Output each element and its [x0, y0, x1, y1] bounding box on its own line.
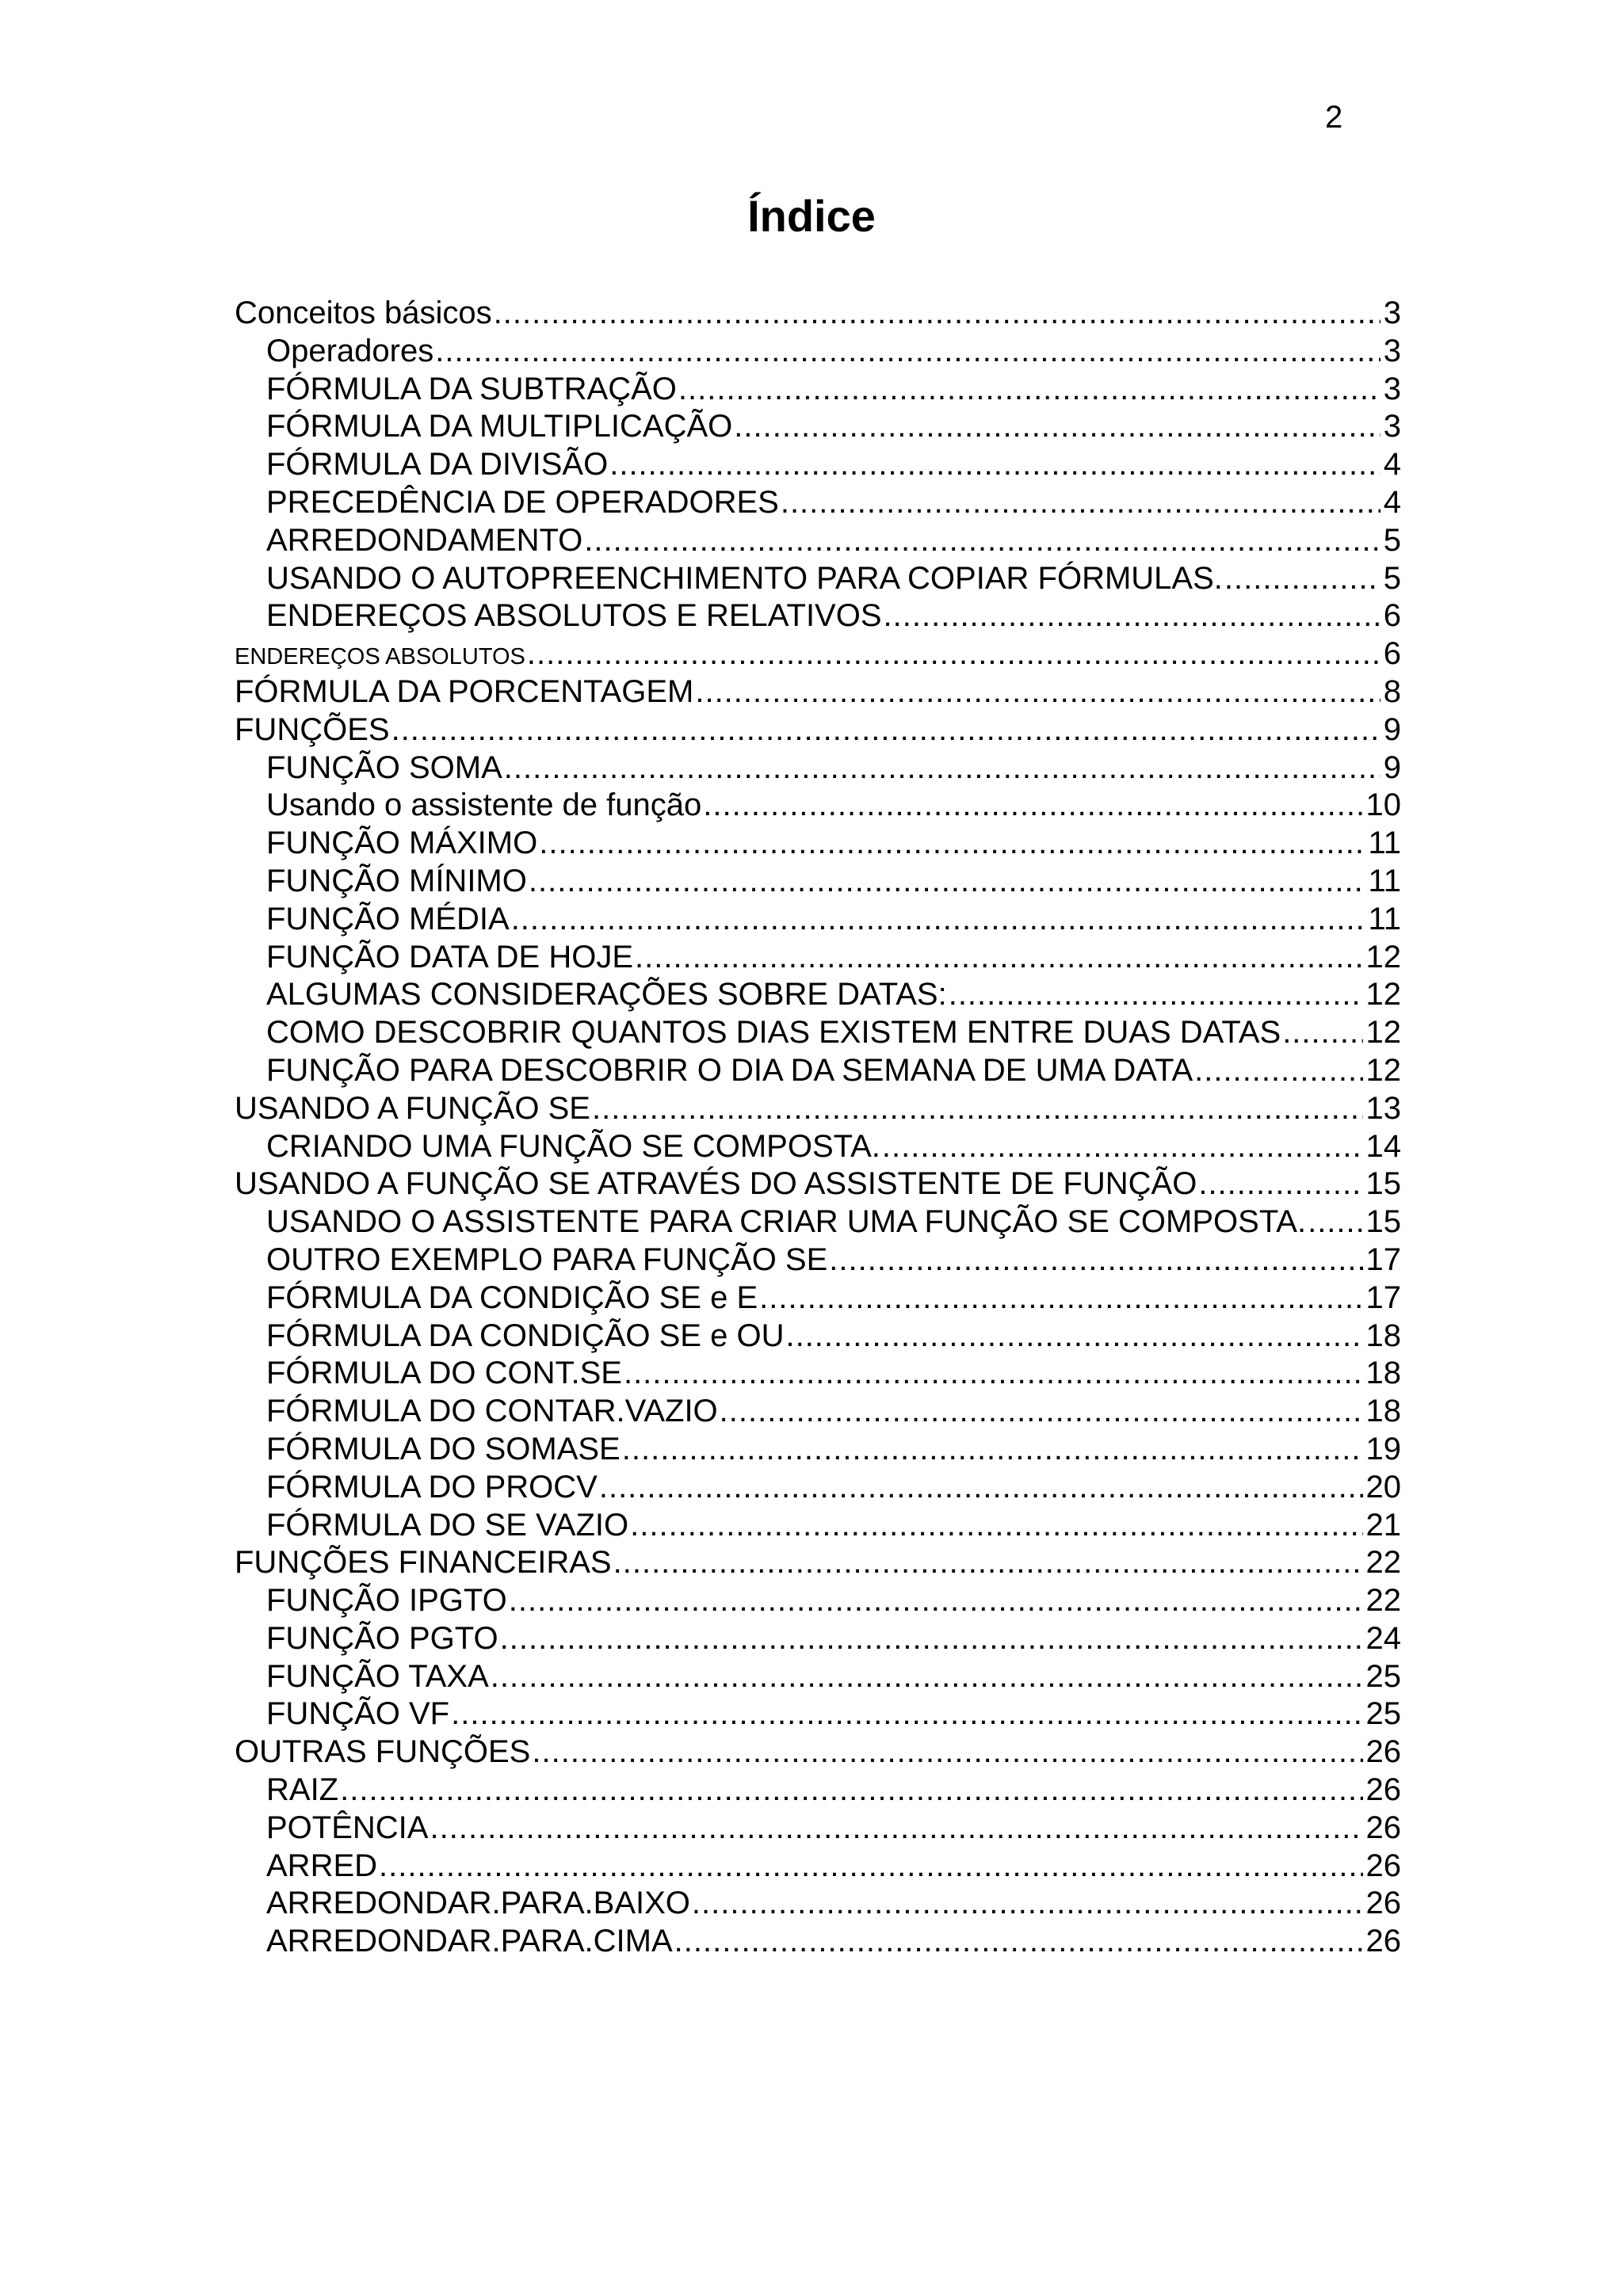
toc-entry-title: Usando o assistente de função [266, 788, 702, 823]
toc-entry-title: ARRED [266, 1848, 378, 1883]
toc-dot-leader [609, 446, 1381, 484]
toc-dot-leader [592, 1090, 1363, 1128]
toc-entry[interactable] [235, 1090, 1401, 1128]
toc-entry-title: FUNÇÕES [235, 711, 390, 747]
toc-entry[interactable] [235, 1431, 1401, 1469]
toc-entry-title: ENDEREÇOS ABSOLUTOS [235, 644, 525, 670]
toc-entry-title: FUNÇÃO TAXA [266, 1658, 489, 1694]
toc-entry-title: ARREDONDAMENTO [266, 522, 583, 558]
toc-entry[interactable] [235, 597, 1401, 635]
toc-entry-page: 12 [1365, 1052, 1401, 1088]
toc-entry-page: 22 [1365, 1583, 1401, 1619]
toc-entry-title: FUNÇÃO MÍNIMO [266, 863, 527, 898]
toc-entry[interactable] [235, 825, 1401, 863]
toc-entry-page: 26 [1365, 1886, 1401, 1921]
toc-dot-leader [613, 1544, 1363, 1582]
toc-entry[interactable] [235, 408, 1401, 446]
toc-entry-title: COMO DESCOBRIR QUANTOS DIAS EXISTEM ENTRE DUAS DATAS [266, 1015, 1281, 1051]
toc-entry-title: FÓRMULA DA CONDIÇÃO SE e E [266, 1280, 758, 1315]
toc-dot-leader [882, 1128, 1363, 1166]
toc-dot-leader [720, 1393, 1363, 1431]
toc-entry-page: 18 [1365, 1318, 1401, 1353]
toc-entry-title: FÓRMULA DO CONTAR.VAZIO [266, 1394, 718, 1429]
toc-entry-title: FÓRMULA DO CONT.SE [266, 1356, 622, 1391]
toc-dot-leader [584, 522, 1380, 560]
toc-entry-title: POTÊNCIA [266, 1810, 429, 1845]
toc-dot-leader [509, 1582, 1363, 1620]
toc-entry-title: FUNÇÃO IPGTO [266, 1583, 507, 1619]
toc-dot-leader [527, 635, 1381, 673]
toc-entry-page: 3 [1383, 371, 1401, 406]
toc-entry-title: FÓRMULA DO SOMASE [266, 1431, 621, 1466]
toc-entry[interactable] [235, 1128, 1401, 1166]
toc-dot-leader [678, 371, 1381, 409]
toc-entry-page: 18 [1365, 1394, 1401, 1429]
toc-entry-page: 15 [1365, 1166, 1401, 1202]
toc-entry-page: 6 [1383, 598, 1401, 634]
toc-entry-title: OUTRAS FUNÇÕES [235, 1734, 531, 1770]
toc-entry[interactable] [235, 1582, 1401, 1620]
page-number: 2 [1325, 100, 1343, 135]
toc-entry-page: 22 [1365, 1545, 1401, 1581]
toc-entry-title: USANDO O ASSISTENTE PARA CRIAR UMA FUNÇÃO SE COMPOSTA. [266, 1204, 1307, 1240]
toc-dot-leader [884, 597, 1381, 635]
toc-dot-leader [451, 1695, 1362, 1733]
toc-entry[interactable] [235, 1695, 1401, 1733]
toc-entry[interactable] [235, 560, 1401, 598]
toc-dot-leader [494, 295, 1381, 333]
toc-dot-leader [532, 1733, 1362, 1772]
toc-dot-leader [539, 825, 1365, 863]
toc-entry-page: 18 [1365, 1356, 1401, 1391]
toc-entry[interactable] [235, 1241, 1401, 1280]
toc-dot-leader [504, 749, 1381, 788]
toc-entry-page: 11 [1368, 901, 1401, 936]
toc-entry-title: FUNÇÕES FINANCEIRAS [235, 1545, 612, 1581]
toc-dot-leader [624, 1355, 1363, 1393]
toc-entry-page: 12 [1365, 939, 1401, 974]
toc-entry-title: FÓRMULA DO PROCV [266, 1469, 598, 1505]
toc-entry-page: 21 [1365, 1507, 1401, 1543]
toc-dot-leader [500, 1620, 1363, 1658]
toc-entry-title: PRECEDÊNCIA DE OPERADORES [266, 484, 779, 520]
toc-dot-leader [759, 1280, 1362, 1318]
toc-entry-page: 25 [1365, 1658, 1401, 1694]
toc-entry-page: 5 [1383, 560, 1401, 596]
toc-entry-page: 17 [1365, 1241, 1401, 1277]
toc-dot-leader [1224, 560, 1381, 598]
toc-dot-leader [785, 1318, 1362, 1356]
toc-entry-title: FUNÇÃO MÁXIMO [266, 826, 538, 861]
toc-entry-page: 26 [1365, 1772, 1401, 1808]
toc-entry-page: 11 [1368, 826, 1401, 861]
toc-dot-leader [949, 976, 1363, 1014]
toc-entry-page: 25 [1365, 1696, 1401, 1732]
toc-entry-title: FÓRMULA DA MULTIPLICAÇÃO [266, 409, 733, 444]
toc-entry[interactable] [235, 1658, 1401, 1696]
toc-dot-leader [1282, 1014, 1362, 1052]
toc-entry-page: 26 [1365, 1924, 1401, 1959]
toc-entry-title: FUNÇÃO PGTO [266, 1620, 498, 1656]
toc-entry[interactable] [235, 1620, 1401, 1658]
toc-dot-leader [695, 673, 1380, 711]
toc-entry[interactable] [235, 446, 1401, 484]
toc-dot-leader [511, 901, 1365, 939]
toc-entry-page: 3 [1383, 333, 1401, 368]
toc-entry-title: OUTRO EXEMPLO PARA FUNÇÃO SE [266, 1241, 828, 1277]
toc-entry-page: 4 [1383, 447, 1401, 482]
toc-entry[interactable] [235, 1052, 1401, 1090]
toc-entry-page: 9 [1383, 749, 1401, 785]
toc-entry-page: 12 [1365, 1015, 1401, 1051]
toc-dot-leader [622, 1431, 1363, 1469]
toc-entry[interactable] [235, 939, 1401, 977]
toc-entry-page: 19 [1365, 1431, 1401, 1466]
toc-entry[interactable] [235, 1848, 1401, 1886]
toc-entry-page: 11 [1368, 863, 1401, 898]
toc-entry[interactable] [235, 1355, 1401, 1393]
toc-entry[interactable] [235, 1507, 1401, 1545]
toc-dot-leader [635, 939, 1362, 977]
toc-dot-leader [1194, 1052, 1362, 1090]
page-title: Índice [747, 191, 876, 241]
toc-entry-page: 5 [1383, 522, 1401, 558]
toc-dot-leader [1308, 1203, 1362, 1241]
toc-entry-title: FÓRMULA DA PORCENTAGEM [235, 673, 694, 709]
toc-entry-title: FÓRMULA DA SUBTRAÇÃO [266, 371, 677, 406]
toc-dot-leader [781, 484, 1381, 522]
toc-entry-page: 26 [1365, 1848, 1401, 1883]
toc-entry[interactable] [235, 484, 1401, 522]
toc-entry[interactable] [235, 749, 1401, 788]
toc-entry[interactable] [235, 1280, 1401, 1318]
toc-entry[interactable] [235, 1810, 1401, 1848]
toc-entry-page: 8 [1383, 673, 1401, 709]
toc-entry-page: 26 [1365, 1734, 1401, 1770]
toc-entry-page: 3 [1383, 409, 1401, 444]
toc-entry-page: 10 [1365, 788, 1401, 823]
toc-entry[interactable] [235, 1318, 1401, 1356]
toc-entry-title: USANDO A FUNÇÃO SE ATRAVÉS DO ASSISTENTE DE FUNÇÃO [235, 1166, 1197, 1202]
toc-dot-leader [630, 1507, 1362, 1545]
toc-dot-leader [703, 787, 1362, 825]
toc-entry-title: FUNÇÃO SOMA [266, 749, 502, 785]
toc-dot-leader [391, 711, 1381, 749]
toc-entry[interactable] [235, 1885, 1401, 1923]
toc-entry[interactable] [235, 787, 1401, 825]
toc-entry-title: FÓRMULA DO SE VAZIO [266, 1507, 629, 1543]
toc-dot-leader [529, 863, 1365, 901]
toc-entry-title: Conceitos básicos [235, 296, 492, 330]
toc-entry-title: ARREDONDAR.PARA.CIMA [266, 1924, 673, 1959]
toc-entry-page: 14 [1365, 1128, 1401, 1164]
toc-entry-page: 9 [1383, 711, 1401, 747]
toc-entry[interactable] [235, 1923, 1401, 1961]
toc-entry-page: 17 [1365, 1280, 1401, 1315]
toc-entry[interactable] [235, 711, 1401, 749]
toc-entry-page: 13 [1365, 1090, 1401, 1126]
toc-entry-title: ALGUMAS CONSIDERAÇÕES SOBRE DATAS: [266, 977, 947, 1013]
toc-entry[interactable] [235, 1014, 1401, 1052]
toc-entry-title: FUNÇÃO DATA DE HOJE [266, 939, 634, 974]
toc-dot-leader [599, 1469, 1363, 1507]
toc-dot-leader [379, 1848, 1362, 1886]
toc-entry[interactable] [235, 1772, 1401, 1810]
toc-entry-title: FUNÇÃO MÉDIA [266, 901, 510, 936]
toc-entry-title: FÓRMULA DA DIVISÃO [266, 447, 609, 482]
toc-entry[interactable] [235, 295, 1401, 333]
toc-entry[interactable] [235, 1165, 1401, 1203]
toc-entry-title: USANDO A FUNÇÃO SE [235, 1090, 590, 1126]
toc-dot-leader [491, 1658, 1363, 1696]
toc-entry[interactable] [235, 1393, 1401, 1431]
toc-entry[interactable] [235, 635, 1401, 673]
toc-entry-page: 24 [1365, 1620, 1401, 1656]
toc-entry[interactable] [235, 333, 1401, 371]
toc-dot-leader [430, 1810, 1362, 1848]
toc-entry-page: 12 [1365, 977, 1401, 1013]
toc-dot-leader [435, 333, 1381, 371]
toc-entry-page: 6 [1383, 636, 1401, 672]
toc-dot-leader [829, 1241, 1362, 1280]
toc-entry[interactable] [235, 901, 1401, 939]
toc-entry-title: ARREDONDAR.PARA.BAIXO [266, 1886, 690, 1921]
toc-entry-title: FUNÇÃO VF [266, 1696, 450, 1732]
toc-dot-leader [692, 1885, 1363, 1923]
toc-entry[interactable] [235, 1469, 1401, 1507]
toc-dot-leader [674, 1923, 1363, 1961]
toc-dot-leader [734, 408, 1380, 446]
toc-entry-title: RAIZ [266, 1772, 339, 1808]
toc-entry-page: 20 [1365, 1469, 1401, 1505]
toc-dot-leader [340, 1772, 1362, 1810]
toc-entry[interactable] [235, 1203, 1401, 1241]
toc-entry[interactable] [235, 673, 1401, 711]
toc-entry-page: 3 [1383, 296, 1401, 330]
toc-entry[interactable] [235, 371, 1401, 409]
toc-entry-title: ENDEREÇOS ABSOLUTOS E RELATIVOS [266, 598, 882, 634]
toc-entry[interactable] [235, 1544, 1401, 1582]
toc-entry[interactable] [235, 863, 1401, 901]
table-of-contents [235, 295, 1401, 1961]
toc-entry[interactable] [235, 522, 1401, 560]
toc-dot-leader [1198, 1165, 1362, 1203]
toc-entry-page: 26 [1365, 1810, 1401, 1845]
toc-entry-title: CRIANDO UMA FUNÇÃO SE COMPOSTA. [266, 1128, 880, 1164]
toc-entry-title: Operadores [266, 333, 434, 368]
toc-entry[interactable] [235, 1733, 1401, 1772]
toc-entry-title: FUNÇÃO PARA DESCOBRIR O DIA DA SEMANA DE UMA DATA [266, 1052, 1193, 1088]
toc-entry-page: 4 [1383, 484, 1401, 520]
toc-entry[interactable] [235, 976, 1401, 1014]
toc-entry-title: FÓRMULA DA CONDIÇÃO SE e OU [266, 1318, 785, 1353]
toc-entry-title: USANDO O AUTOPREENCHIMENTO PARA COPIAR FÓRMULAS. [266, 560, 1223, 596]
toc-entry-page: 15 [1365, 1204, 1401, 1240]
